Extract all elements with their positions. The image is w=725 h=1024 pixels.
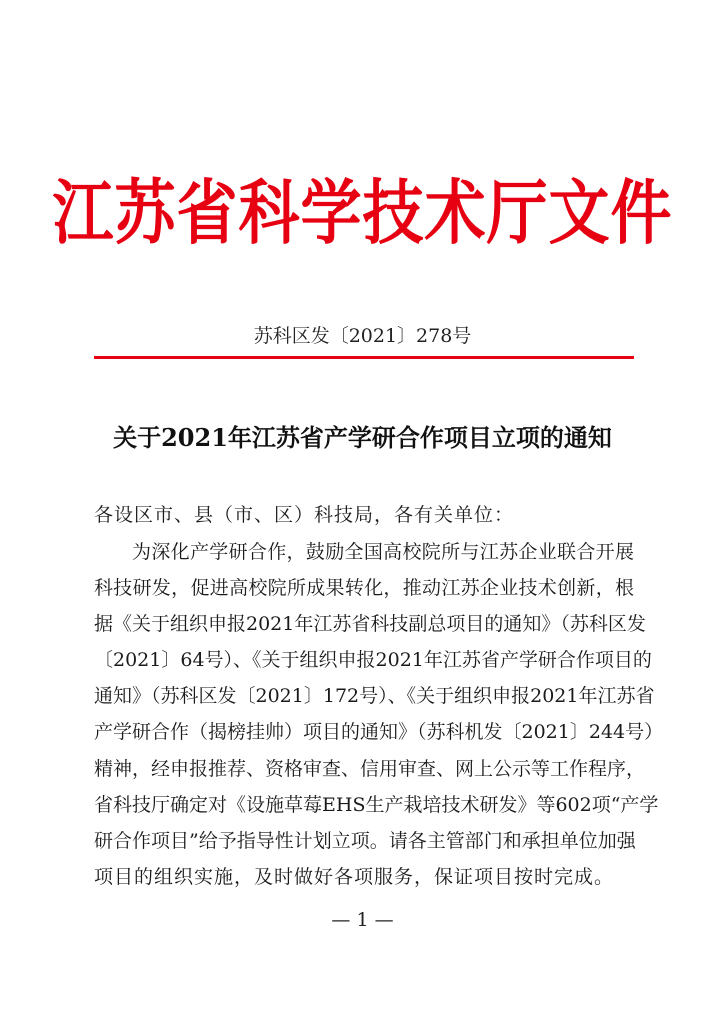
body-line: 项目的组织实施，及时做好各项服务，保证项目按时完成。	[94, 865, 615, 888]
body-line: 为深化产学研合作，鼓励全国高校院所与江苏企业联合开展	[132, 541, 634, 563]
body-line: 产学研合作（揭榜挂帅）项目的通知》（苏科机发〔2021〕244号）	[94, 721, 664, 744]
body-line: 通知》（苏科区发〔2021〕172号）、《关于组织申报2021年江苏省	[94, 685, 655, 708]
document-number: 苏科区发〔2021〕278号	[253, 325, 472, 347]
body-line: 〔2021〕64号）、《关于组织申报2021年江苏省产学研合作项目的	[94, 649, 652, 672]
body-paragraph	[94, 534, 664, 895]
body-line: 科技研发，促进高校院所成果转化，推动江苏企业技术创新，根	[94, 577, 634, 600]
notice-title: 关于2021年江苏省产学研合作项目立项的通知	[113, 423, 612, 452]
body-line: 省科技厅确定对《设施草莓EHS生产栽培技术研发》等602项“产学	[94, 793, 659, 816]
masthead-title: 江苏省科学技术厅文件	[52, 172, 673, 255]
red-divider	[94, 356, 634, 359]
body-line: 研合作项目”给予指导性计划立项。请各主管部门和承担单位加强	[94, 829, 636, 852]
body-line: 精神，经申报推荐、资格审查、信用审查、网上公示等工作程序，	[94, 757, 646, 780]
body-line: 据《关于组织申报2021年江苏省科技副总项目的通知》（苏科区发	[94, 613, 646, 636]
salutation: 各设区市、县（市、区）科技局，各有关单位：	[94, 504, 515, 526]
page-number: — 1 —	[331, 909, 394, 931]
